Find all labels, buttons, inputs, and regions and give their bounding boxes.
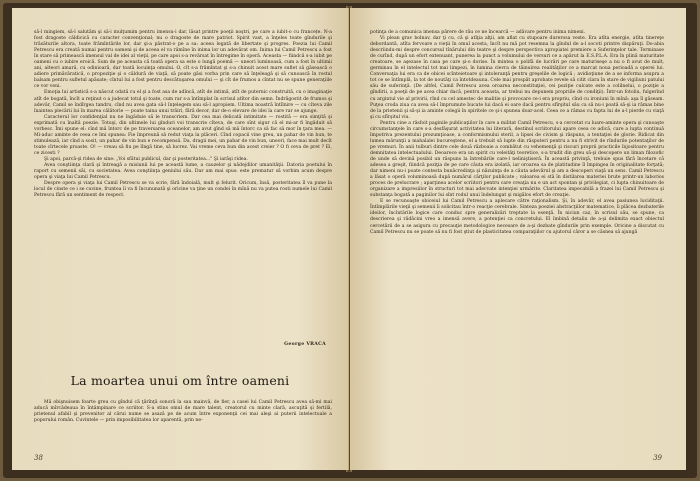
paragraph: E se recunoaşte obiceiul lui Camil Petrescu a aplecare către raţionalism. Şi, în adevăr, el avea pasiunea luciditaţii. Întîmplările vieţii şi semenii îi solicitau într-o reacţie cerebrale. Sinteza poeziei abstracţiilor matematice, îi plăcea dezbaterile ideilor, încîntările logice care conduc spre generalizări treptate la esenţă. În niciun caz, în scrisul său, se spune, ca descrierea şi rădăcini vreo a imensă avere, a potenţiei ca concretului. El îmbină detaliu de a-şi delimita exact obiectul cercetării de a se asigura cu precauţie metodologice necesare de a-şi dezbate gîndurile prin exemple. Oricine a discutat cu Camil Petrescu nu se poate să nu fi fost ştiut de plasticitatea comparaţiilor cu ajutorul căror a se căsnea să ajungă: [370, 199, 664, 235]
page-number: 38: [34, 454, 43, 462]
left-page-top-text: [34, 30, 332, 199]
article-title: La moartea unui om între oameni: [70, 373, 290, 388]
left-page: [12, 8, 349, 470]
right-page-text: [370, 30, 664, 236]
paragraph: Pentru cine a răsfoit paginile publicaţiilor în care a militat Camil Petrescu, s-a cercetat cu luare-aminte opera şi cunoaşte circumstanţele în care s-a desfăşurat activitatea lui literară, destinul scriitorului apare ceea ce adică, care a lupta continuă împotriva prezentului prezumţioase, a conformismului steril, a lipsei de civism şi răspuns, a tentaţiei de glorie. Ridicat din lumea mărunţii a mahalalei bucureştene, el a trebuit să lupte din răsputeri pentru a nu fi strivit de rîndurile potentaţilor de pe vremuri. În anii tulburi dintre cele două războaie a combătut cu vehemenţă şi riscuri proprii practicile înjositoare pentru demnitatea intelectualului. Deoarece era un spirit cu veleităţi teoretice, s-a trudit din greu să-şi descopere un liman filozofic de unde să devină posibil un răspuns la întrebările care-l neliniştiseră. În această privinţă, trebuie spus fără încetare că adesea a greşit, fiindcă poziţia de pe care căuta era izolată, iar oroarea sa de platitudine îl împingea în originalitate forţată; dar nimeni nu-i poate contesta bunăcredinţa şi năzuinţa de a căuta adevărul şi am a descoperi viaţă un sens. Camil Petrescu a lăsat o operă voluminoasă după numărul cărţilor publicate ; valoarea ei stă în distilarea materiei brute printr-un laborios proces de prelucrare ; aparţinea acelor scriitori pentru care creaţia nu e un act spontan şi privilegiat, ci lupta chinuitoare de organizare a impresiilor în structuri tot mai adecvate intenţiei urmărite. Claritatea impecabilă a frazei lui Camil Petrescu şi substanţa bogată a paginilor lui sînt rodul unui îndelungat şi migălos efort de creaţie.: [370, 120, 664, 199]
left-page-bottom-text: [34, 400, 332, 424]
paragraph: Mă obişnuisem foarte greu cu gîndul că ţărînţă sonoră la sau mainvă, de fier, a casei lui Camil Petrescu avea să-mi mai aducă mîrcădeaua în întâmpinare ce scriitor. S-a stins omul de mare talent, creatorul cu minte clară, ascuţită şi fertilă, prietenul afabil şi prevenitor al cărui nume se asază pe de acum între exponenţii cei mai aleşi ai puterii intelectuale a poporului român. Cuvintele — prin imposibilitatea lor aparentă, prin ne-: [34, 400, 332, 424]
paragraph: Despre opera şi viaţa lui Camil Petrescu se va scrie, fără îndoială, mult şi felurit. Oricum, însă, posteritatea îl va pune la locul de cinste ce i se cuvine, fruntea îi va fi încununată şi oricine va ţine un condei în mînă nu va putea rosti numele lui Camil Petrescu fără un sentiment de respect.: [34, 181, 332, 199]
page-number: 39: [653, 454, 662, 462]
paragraph: Avea conştiinţa clară şi întreagă a misiunii lui pe această lume, a cauzelor şi nădejdilor umanităţii. Datoria poetului în raport cu semenii săi, cu societatea. Avea conştiinţa geniului său. Dar am mai spus: este prematur să vorbim acum despre opera şi viaţa lui Camil Petrescu.: [34, 163, 332, 181]
right-page: [350, 8, 686, 470]
paragraph: Emoţia lui artistică s-a născut odată cu el şi a fost asa de adîncă, atît de intimă, atît de puternic construită, cu o imaginaţie atît de bogată, încît a reţinut o a judecat totul şi toate, cum rar s-a întîmplat în scrisul atîtor din semn. Îndrăgostit de frumos şi adevăr, Camil se îndîrgea tandru, cînd nu avea gata să-l înţelegem sau să-l apropiem. Ultima noastră întîlnire — cu cîteva zile înaintea plecării lui în marea călătorie — poate taina unui trăiri, fără decor, dar de-o elevare de idei la care rar se ajunge.: [34, 90, 332, 114]
paragraph: Şi apoi, parcă-şi ridea de sine: „Voi sfătui publicul, dar şi posteritatea..." Şi iarăşi ridea.: [44, 156, 248, 162]
paragraph: Vi plean grav bolnav, dar ţi cu, că şi atîţia alţii, am aflat cu stupoare durerosa veste. Era atîta energie, atîta tinereţe debordantă, atîta fervoare a vieţii în omul acesta, încît nu mă pot resemna la gîndul de a-l socoti printre dispăruţi. Do-abia descriindu-mi despre concursul tînărului din teatre şi despre perspectiva apropiatei premiere a Suferinţelor tale. Terminase de curînd, după un efort extenuant, punerea la punct a volumului de versuri ce a apărut la E.S.P.L.A. Era în plină maturitate creatoare, se aşezase în casa pe care şi-o dorise. În mintea o polifă de lucrări pe care maturiseşe a nu o fi avut de mult, germinau în el intelectul tot mai limpezi, în lumina clevra de tăinuirea realităţilor ce a marcat noua perioadă a operei lui. Conversaţia lui era ca de obicei scînteietoare şi intoleranţă pentru greşelile de logică ; avidioţiune de a se informa asupra a tot ce se întîmplă, la tot de noutăţi ca întotdeauna. Cele mai prospăt aprobate revele să citit clara în stare de vigiliuni patului său de suferinţă. (De altfel, Camil Petrescu avea oroarea neconstituţiei, cei poziţie culcate este a colilnelui, o poziţie a gîndirii, a poeţii de pe acea chiar dacă, pentru aceasta, ar trebui nu depunem propriile de condiţii). Într-un fotoliu, fulgerînd cu argintul vie al privirii, rînd cu cel amestec de malitie şi provocare ce-i era propriu, cînd cu ironiuni în mînă: aşa îl găseam. Puţea croda ziua ca avea să-l împrumute bucate lui dacă ei oare dacă pentru sfîrşitul său ca să nu-i poată să-şi ia rămas bine de la prietenii şi să-şi ia aminte colegii în spiritele ce şi-i spunea doar-acel. Ceea ce a rămas cu fapta lui de a-l pierde cu viaţă şi cu sfîrşitul viu.: [370, 36, 664, 120]
paragraph: să-l mingiem, să-l salutăm şi să-i mulţumim pentru imensu-i dar, lăsat printre poeţii noştri, pe care a iubit-o cu francețe. N-a fost dragoste căldicică cu caracter convenţional; nu o dragoste de mare patriot. Spirit vast, a înţeles toate gîndurile şi trăsăturile altora, toate frămîntările lor, dar şi-a păstrat-o pe a sa: aceea legată de libertate şi progres. Poezia lui Camil Petrescu era creată numai pentru oameni şi de aceea el va rămîne în inima lor un adevărat om. Inima lui Camil Petrescu a fost în stare să primească imensul val de idei al vieţii, pe care apoi s-a revărsat în întregime în operă. Aceasta — fiindcă s-a iubit pe oameni cu o iubire eroică. Sum de pe aceasta că toată opera sa este o lungă poemă — uneori luminoasă, cum a fost în ultimii ani, alteori amară, cu odinioară, dar toată locuinţa omului. O, cît s-a frămîntat şi s-a chinuit acest mare suflet să găsească o adiere primăvăratică, o propoziţie şi o căldură de viaţă, să poate găsi vorba prin care să înţeleagă şi să cunoască în rostul balsam pentru sufletul apăsate; cîntul lui a fost pentru descătuşarea omului — şi cît de frumos a cîntat nu se spune generaţiile ce vor veni.: [34, 30, 332, 90]
paragraph: Caracterul lor confidenţial nu ne îngăduie să le transcriem. Dar cea mai delicată intimitate — rostită — era simţită şi exprimată cu înaltă poezie. Totuşi, din ultimele lui gînduri voi transcrie cîteva, de care sînt sigur că el mi-ar fi îngăduit să vorbesc. Îmi spune el: cînd mă întorc de pe traversarea oceanelor, am avut gînd să mă întorc ca să fac să mor în ţara mea. — Mi-aduc aminte de ceea ce îmi spunea: Fie împreună să redut viaţa la plăceri. Cînd copacii vine greu, un pahar de vin bun, te stimulează, iar cînd a sosit, un pahar de vin bun e recompensă. Da, dragii mei, un pahar de vin bun, uneori, face mai mult decît toate cîrtecele proaste. O! — vreau să fiu pe lîngă tine, să lucrez. Vai vreme ceva bun din acest creier ? O fi ceva de pret ? Ei, ce zicesti ?: [34, 114, 332, 156]
paragraph: potinţa de a comunica imensa părere de rău ce ne încearcă — adăvare pentru inima nimeni.: [370, 30, 586, 35]
author-signature: George VRACA: [284, 342, 326, 347]
